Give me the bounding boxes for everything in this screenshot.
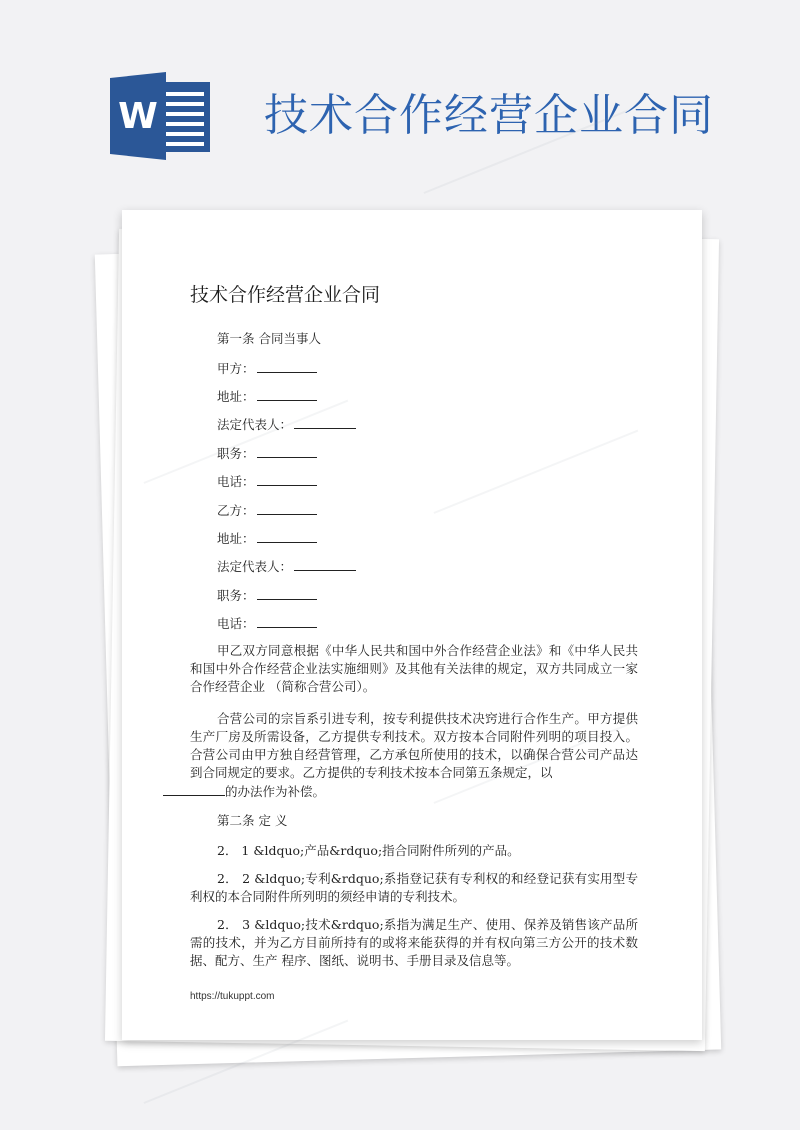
- field-phone-a: [217, 472, 317, 491]
- field-address-b: [217, 529, 317, 548]
- field-label: 甲方：: [217, 361, 255, 376]
- blank-line: [257, 444, 317, 458]
- blank-line: [257, 472, 317, 486]
- field-address-a: [217, 387, 317, 406]
- field-party-b: [217, 501, 317, 520]
- field-label: 电话：: [217, 474, 255, 489]
- paragraph-purpose-tail: 的办法作为补偿。: [225, 784, 326, 799]
- field-phone-b: [217, 614, 317, 633]
- footer-url: https://tukuppt.com: [190, 991, 275, 1002]
- word-icon-letter: W: [118, 96, 158, 137]
- word-icon: [110, 72, 212, 160]
- field-label: 职务：: [217, 588, 255, 603]
- blank-line: [257, 586, 317, 600]
- article2-heading: 第二条 定 义: [217, 813, 288, 828]
- document-title: 技术合作经营企业合同: [190, 284, 381, 306]
- field-position-a: [217, 444, 317, 463]
- field-representative-a: [217, 415, 356, 434]
- blank-line: [257, 529, 317, 543]
- blank-line: [163, 782, 225, 796]
- field-label: 电话：: [217, 616, 255, 631]
- banner-title: 技术合作经营企业合同: [264, 90, 714, 141]
- definition-patent: 2． 2 &ldquo;专利&rdquo;系指登记获有专利权的和经登记获有实用型专利权的本合同附件所列明的须经申请的专利技术。: [190, 871, 638, 904]
- field-label: 地址：: [217, 531, 255, 546]
- article1-heading: 第一条 合同当事人: [217, 331, 321, 346]
- field-label: 职务：: [217, 446, 255, 461]
- blank-line: [257, 387, 317, 401]
- field-representative-b: [217, 557, 356, 576]
- field-label: 地址：: [217, 389, 255, 404]
- field-label: 法定代表人：: [217, 417, 293, 432]
- blank-line: [294, 557, 356, 571]
- paragraph-establishment: 甲乙双方同意根据《中华人民共和国中外合作经营企业法》和《中华人民共和国中外合作经营企业法实施细则》及其他有关法律的规定，双方共同成立一家合作经营企业 （简称合营公司）。: [190, 643, 638, 694]
- definition-technology: 2． 3 &ldquo;技术&rdquo;系指为满足生产、使用、保养及销售该产品所需的技术，并为乙方目前所持有的或将来能获得的并有权向第三方公开的技术数据、配方、生产 程序、图纸、说明书、手册目录及信息等。: [190, 917, 638, 968]
- field-party-a: [217, 359, 317, 378]
- field-position-b: [217, 586, 317, 605]
- definition-product: 2． 1 &ldquo;产品&rdquo;指合同附件所列的产品。: [217, 843, 520, 858]
- paragraph-purpose-text: 合营公司的宗旨系引进专利，按专利提供技术决窍进行合作生产。甲方提供生产厂房及所需设备，乙方提供专利技术。双方按本合同附件列明的项目投入。合营公司由甲方独自经营管理，乙方承包所使用的技术，以确保合营公司产品达到合同规定的要求。乙方提供的专利技术按本合同第五条规定，以: [190, 711, 638, 780]
- blank-line: [257, 501, 317, 515]
- paragraph-purpose: [190, 710, 638, 801]
- blank-line: [257, 359, 317, 373]
- blank-line: [294, 415, 356, 429]
- field-label: 乙方：: [217, 503, 255, 518]
- blank-line: [257, 614, 317, 628]
- field-label: 法定代表人：: [217, 559, 293, 574]
